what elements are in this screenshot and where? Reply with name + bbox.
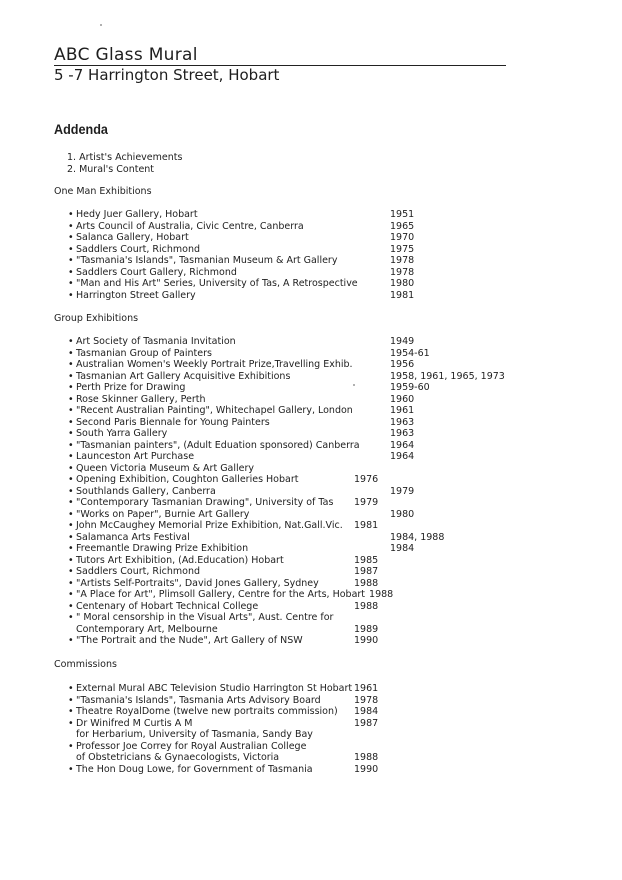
list-item-text: Saddlers Court, Richmond [76,243,201,255]
list-item [68,695,321,707]
bullet-icon: • [68,405,74,416]
group-exhibitions-heading: Group Exhibitions [54,313,139,324]
list-item-text: Saddlers Court Gallery, Richmond [76,266,237,278]
list-item [68,520,343,532]
list-item-year: 1981 [354,520,379,531]
bullet-icon: • [68,255,74,266]
list-item-year: 1984, 1988 [390,531,445,543]
list-item-year: 1970 [390,232,415,243]
list-item [68,706,338,718]
list-item [68,683,352,695]
list-item [68,486,216,498]
one-man-exhibitions-heading: One Man Exhibitions [54,186,152,197]
list-item [68,348,212,360]
list-item [68,718,193,730]
bullet-icon: • [68,359,74,370]
list-item [68,497,333,509]
addenda-item: 2. Mural's Content [67,163,155,175]
list-item-year: 1949 [390,336,415,347]
list-item-text: Harrington Street Gallery [76,289,196,301]
list-item-text: "The Portrait and the Nude", Art Gallery of NSW [76,635,303,646]
list-item-year: 1989 [354,623,379,635]
bullet-icon: • [68,566,74,577]
scan-speck [100,24,102,26]
list-item-year: 1976 [354,474,379,485]
bullet-icon: • [68,382,74,393]
list-item [68,532,190,544]
bullet-icon: • [68,763,74,775]
addenda-item: 1. Artist's Achievements [67,152,183,163]
bullet-icon: • [68,520,74,531]
list-item-text: "Man and His Art" Series, University of Tas, A Retrospective [76,278,358,289]
list-item-year: 1964 [390,439,415,451]
list-item-year: 1964 [390,451,415,462]
list-item-continuation: for Herbarium, University of Tasmania, Sandy Bay [76,729,313,740]
list-item [68,543,248,555]
bullet-icon: • [68,462,74,474]
list-item-year: 1988 [369,589,394,600]
list-item-year: 1990 [354,763,379,775]
list-item [68,221,304,233]
list-item-year: 1980 [390,278,415,289]
list-item [68,566,200,578]
list-item [68,255,337,267]
list-item-text: Arts Council of Australia, Civic Centre, Canberra [76,220,304,232]
list-item [68,578,319,590]
bullet-icon: • [68,717,74,729]
list-item-text: "Works on Paper", Burnie Art Gallery [76,508,250,520]
list-item-year: 1984 [354,706,379,717]
list-item-year: 1961 [354,683,379,694]
bullet-icon: • [68,543,74,554]
bullet-icon: • [68,589,74,600]
list-item [68,509,249,521]
commissions-heading: Commissions [54,659,117,670]
list-item-text: Saddlers Court, Richmond [76,566,201,577]
list-item [68,612,333,624]
list-item [68,405,353,417]
list-item-year: 1985 [354,554,379,566]
list-item [68,428,167,440]
list-item-year: 1965 [390,220,415,232]
list-item-text: Salanca Gallery, Hobart [76,232,189,243]
list-item [68,601,258,613]
addenda-heading: Addenda [54,121,108,137]
list-item [68,635,303,647]
bullet-icon: • [68,243,74,255]
list-item-text: Rose Skinner Gallery, Perth [76,393,206,405]
list-item-text: Tutors Art Exhibition, (Ad.Education) Hobart [76,554,284,566]
bullet-icon: • [68,416,74,428]
list-item-year: 1984 [390,543,415,554]
list-item-year: 1978 [390,255,415,266]
bullet-icon: • [68,531,74,543]
list-item [68,589,393,601]
list-item-year: 1961 [390,405,415,416]
list-item [68,244,200,256]
bullet-icon: • [68,694,74,706]
bullet-icon: • [68,497,74,508]
bullet-icon: • [68,439,74,451]
list-item-year: 1988 [354,752,379,763]
list-item-continuation: of Obstetricians & Gynaecologists, Victoria [76,752,280,763]
list-item-text: Launceston Art Purchase [76,451,195,462]
list-item [68,232,189,244]
list-item-year: 1981 [390,289,415,301]
bullet-icon: • [68,508,74,520]
list-item-continuation: Contemporary Art, Melbourne [76,623,218,635]
bullet-icon: • [68,209,74,220]
list-item [68,359,353,371]
bullet-icon: • [68,554,74,566]
list-item-text: Professor Joe Correy for Royal Australian College [76,740,307,752]
list-item [68,209,198,221]
list-item [68,451,194,463]
list-item-text: Queen Victoria Museum & Art Gallery [76,462,255,474]
bullet-icon: • [68,232,74,243]
list-item-year: 1978 [354,694,379,706]
list-item-year: 1988 [354,600,379,612]
list-item-text: " Moral censorship in the Visual Arts", Aust. Centre for [76,612,334,623]
list-item [68,555,284,567]
list-item-year: 1958, 1961, 1965, 1973 [390,370,505,382]
list-item [68,417,270,429]
list-item-text: Theatre RoyalDome (twelve new portraits commission) [76,706,338,717]
list-item [68,463,254,475]
list-item-year: 1990 [354,635,379,646]
bullet-icon: • [68,683,74,694]
bullet-icon: • [68,289,74,301]
list-item [68,764,313,776]
bullet-icon: • [68,347,74,359]
list-item-text: John McCaughey Memorial Prize Exhibition, Nat.Gall.Vic. [76,520,343,531]
list-item [68,741,306,753]
list-item-text: "Tasmanian painters", (Adult Eduation sponsored) Canberra [76,439,360,451]
list-item-year: 1963 [390,416,415,428]
list-item-text: Centenary of Hobart Technical College [76,600,259,612]
list-item-text: "Recent Australian Painting", Whitechapel Gallery, London [76,405,353,416]
list-item-text: Perth Prize for Drawing [76,382,186,393]
bullet-icon: • [68,577,74,589]
document-address: 5 -7 Harrington Street, Hobart [54,66,280,84]
list-item-text: Dr Winifred M Curtis A M [76,717,193,729]
document-title: ABC Glass Mural [54,45,198,65]
list-item [68,371,290,383]
list-item [68,394,206,406]
list-item-year: 1979 [390,485,415,497]
list-item-text: Opening Exhibition, Coughton Galleries Hobart [76,474,299,485]
bullet-icon: • [68,220,74,232]
bullet-icon: • [68,393,74,405]
bullet-icon: • [68,370,74,382]
list-item-text: South Yarra Gallery [76,428,168,439]
list-item-text: Freemantle Drawing Prize Exhibition [76,543,249,554]
list-item-text: Second Paris Biennale for Young Painters [76,416,270,428]
bullet-icon: • [68,612,74,623]
list-item [68,382,185,394]
list-item-year: 1963 [390,428,415,439]
list-item-text: Southlands Gallery, Canberra [76,485,216,497]
list-item-text: Tasmanian Art Gallery Acquisitive Exhibitions [76,370,291,382]
bullet-icon: • [68,428,74,439]
list-item-text: The Hon Doug Lowe, for Government of Tasmania [76,763,313,775]
list-item [68,336,236,348]
list-item-text: "Artists Self-Portraits", David Jones Gallery, Sydney [76,577,319,589]
list-item-year: 1978 [390,266,415,278]
list-item [68,440,360,452]
scan-speck [353,384,355,386]
bullet-icon: • [68,485,74,497]
list-item [68,267,237,279]
list-item [68,290,196,302]
bullet-icon: • [68,451,74,462]
list-item [68,474,298,486]
list-item-year: 1960 [390,393,415,405]
list-item-year: 1987 [354,566,379,577]
list-item-year: 1956 [390,359,415,370]
list-item-text: Tasmanian Group of Painters [76,347,212,359]
list-item-year: 1954-61 [390,347,430,359]
list-item-year: 1980 [390,508,415,520]
list-item-text: Salamanca Arts Festival [76,531,190,543]
list-item-text: External Mural ABC Television Studio Harrington St Hobart [76,683,353,694]
list-item-text: "Tasmania's Islands", Tasmanian Museum & Art Gallery [76,255,338,266]
list-item-year: 1988 [354,577,379,589]
list-item-text: "A Place for Art", Plimsoll Gallery, Centre for the Arts, Hobart [76,589,366,600]
list-item-text: "Tasmania's Islands", Tasmania Arts Advisory Board [76,694,321,706]
list-item-year: 1959-60 [390,382,430,393]
list-item-year: 1979 [354,497,379,508]
bullet-icon: • [68,635,74,646]
bullet-icon: • [68,278,74,289]
list-item-year: 1987 [354,717,379,729]
list-item-year: 1975 [390,243,415,255]
list-item-text: "Contemporary Tasmanian Drawing", University of Tas [76,497,334,508]
list-item-text: Hedy Juer Gallery, Hobart [76,209,198,220]
bullet-icon: • [68,600,74,612]
bullet-icon: • [68,706,74,717]
list-item-text: Australian Women's Weekly Portrait Prize,Travelling Exhib. [76,359,353,370]
bullet-icon: • [68,474,74,485]
list-item-text: Art Society of Tasmania Invitation [76,336,236,347]
bullet-icon: • [68,336,74,347]
list-item [68,278,358,290]
bullet-icon: • [68,740,74,752]
list-item-year: 1951 [390,209,415,220]
bullet-icon: • [68,266,74,278]
